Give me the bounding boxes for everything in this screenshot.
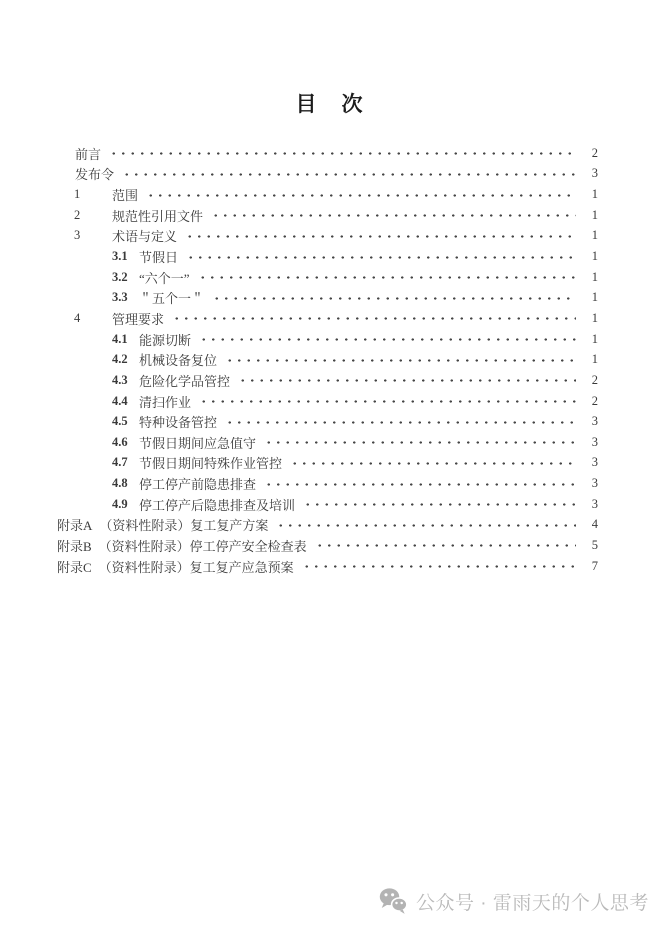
watermark-text: 公众号 · 雷雨天的个人思考 (416, 892, 649, 914)
toc-entry (57, 329, 598, 350)
toc-entry-title: （资料性附录）复工复产方案 (99, 518, 269, 534)
dot-leader (211, 209, 576, 222)
toc-entry-page: 1 (591, 207, 598, 222)
toc-entry-page: 2 (591, 145, 598, 160)
toc-entry-page: 1 (591, 228, 598, 243)
toc-entry-number: 4.9 (112, 496, 128, 511)
dot-leader (225, 416, 576, 429)
wechat-icon (379, 887, 407, 915)
toc-entry-title: 发布令 (75, 167, 115, 183)
toc-entry-number: 4.1 (112, 331, 128, 346)
dot-leader (302, 560, 576, 573)
toc-entry-number: 4.6 (112, 434, 128, 449)
dot-leader (185, 230, 576, 243)
dot-leader (315, 539, 576, 552)
dot-leader (225, 354, 576, 367)
toc-entry-number: 附录B (57, 538, 92, 554)
dot-leader (212, 292, 576, 305)
toc-entry-title: 节假日期间特殊作业管控 (139, 456, 283, 472)
toc-entry-page: 2 (591, 393, 598, 408)
dot-leader (172, 312, 576, 325)
toc-entry-number: 3 (74, 228, 81, 243)
dot-leader (122, 168, 576, 181)
toc-entry-page: 3 (591, 455, 598, 470)
toc-entry-page: 3 (591, 166, 598, 181)
toc-entry (57, 515, 598, 536)
toc-entry-number: 4.7 (112, 455, 128, 470)
dot-leader (146, 189, 576, 202)
toc-entry-number: 3.2 (112, 269, 128, 284)
toc-entry-title: 管理要求 (112, 311, 165, 327)
toc-entry-page: 1 (591, 249, 598, 264)
toc-entry-page: 3 (591, 414, 598, 429)
toc-entry-page: 1 (591, 187, 598, 202)
toc-entry-page: 2 (591, 372, 598, 387)
toc-entry-title: 节假日 (139, 250, 179, 266)
toc-entry-page: 7 (591, 558, 598, 573)
toc-entry-number: 附录A (57, 518, 93, 534)
dot-leader (109, 147, 576, 160)
toc-entry-number: 4.2 (112, 352, 128, 367)
toc-entry-title: 术语与定义 (112, 229, 178, 245)
toc-entry-number: 2 (74, 207, 81, 222)
toc-entry (57, 556, 598, 577)
toc-entry (57, 143, 598, 164)
toc-entry-title: “六个一” (139, 270, 190, 286)
toc-entry-page: 3 (591, 496, 598, 511)
toc-entry (57, 226, 598, 247)
toc-entry (57, 473, 598, 494)
dot-leader (199, 395, 576, 408)
toc-entry-number: 4.3 (112, 372, 128, 387)
toc-entry-number: 4.5 (112, 414, 128, 429)
toc-entry-title: 危险化学品管控 (139, 373, 231, 389)
toc-entry-number: 3.3 (112, 290, 128, 305)
toc-entry (57, 432, 598, 453)
toc-entry (57, 308, 598, 329)
toc-entry-title: 特种设备管控 (139, 415, 218, 431)
toc-entry (57, 411, 598, 432)
dot-leader (198, 271, 576, 284)
toc-entry (57, 494, 598, 515)
toc-entry-title: 清扫作业 (139, 394, 192, 410)
toc-list (57, 143, 598, 576)
toc-entry-title: 停工停产后隐患排查及培训 (139, 497, 296, 513)
toc-entry-number: 4 (74, 310, 81, 325)
toc-entry-title: 能源切断 (139, 332, 192, 348)
toc-entry-page: 1 (591, 352, 598, 367)
toc-entry-number: 3.1 (112, 249, 128, 264)
toc-entry-title: 机械设备复位 (139, 353, 218, 369)
toc-entry-number: 1 (74, 187, 81, 202)
toc-entry (57, 391, 598, 412)
toc-entry (57, 453, 598, 474)
toc-entry-title: 范围 (112, 188, 139, 204)
dot-leader (238, 374, 576, 387)
toc-entry (57, 184, 598, 205)
toc-entry-number: 4.8 (112, 476, 128, 491)
toc-entry (57, 287, 598, 308)
toc-entry-page: 1 (591, 290, 598, 305)
toc-entry (57, 205, 598, 226)
dot-leader (264, 436, 576, 449)
toc-entry-page: 1 (591, 269, 598, 284)
toc-entry-title: ＂五个一＂ (139, 291, 205, 307)
toc-entry-page: 1 (591, 310, 598, 325)
toc-entry (57, 267, 598, 288)
toc-entry-page: 4 (591, 517, 598, 532)
toc-entry-title: 前言 (75, 146, 102, 162)
toc-entry-page: 1 (591, 331, 598, 346)
dot-leader (264, 478, 576, 491)
toc-entry-title: 规范性引用文件 (112, 208, 204, 224)
dot-leader (186, 251, 576, 264)
watermark (379, 887, 649, 915)
page-title: 目 次 (295, 92, 365, 116)
toc-entry (57, 349, 598, 370)
toc-entry-title: （资料性附录）复工复产应急预案 (98, 559, 294, 575)
toc-entry (57, 164, 598, 185)
toc-entry-title: 停工停产前隐患排查 (139, 477, 257, 493)
toc-entry-page: 5 (591, 537, 598, 552)
dot-leader (290, 457, 576, 470)
toc-entry-title: （资料性附录）停工停产安全检查表 (98, 538, 307, 554)
dot-leader (276, 519, 576, 532)
toc-entry-page: 3 (591, 476, 598, 491)
toc-entry-number: 4.4 (112, 393, 128, 408)
toc-entry (57, 370, 598, 391)
toc-entry-title: 节假日期间应急值守 (139, 435, 257, 451)
toc-entry-number: 附录C (57, 559, 92, 575)
toc-entry-page: 3 (591, 434, 598, 449)
toc-entry (57, 246, 598, 267)
toc-entry (57, 535, 598, 556)
dot-leader (303, 498, 576, 511)
dot-leader (199, 333, 576, 346)
